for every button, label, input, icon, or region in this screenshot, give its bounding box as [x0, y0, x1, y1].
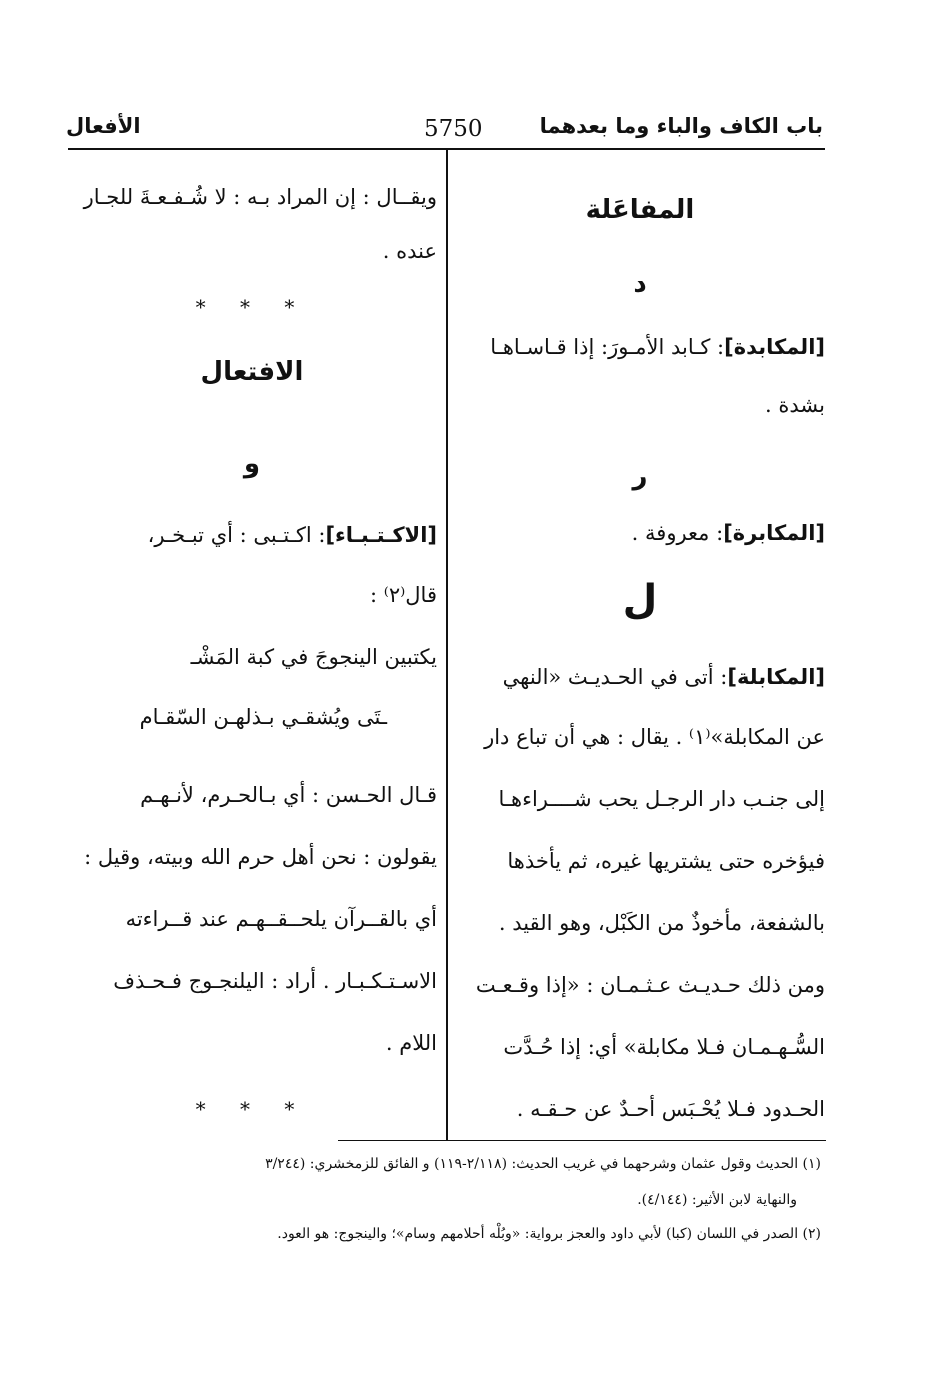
entry-line: بشدة . — [765, 393, 825, 417]
entry-line: قـال الحـسن : أي بـالحـرم، لأنـهـم — [140, 783, 437, 807]
verse-line: يكتبين الينجوجَ في كبة المَشْـ — [190, 645, 437, 669]
entry-line: ومن ذلك حـديـث عـثـمـان : «إذا وقـعـت — [475, 973, 825, 997]
entry-text: : كـابد الأمـورَ: إذا قـاسـاهـا — [490, 335, 725, 359]
entry-line: قال⁽٢⁾ : — [369, 583, 437, 607]
letter-heading: د — [633, 269, 647, 299]
column-divider — [446, 150, 448, 1140]
entry-line — [490, 335, 825, 359]
entry-line: بالشفعة، مأخوذٌ من الكَبْل، وهو القيد . — [498, 911, 825, 935]
entry-text: : معروفة . — [631, 521, 724, 545]
entry-line: عن المكابلة»⁽١⁾ . يقال : هي أن تباع دار — [484, 725, 825, 749]
entry-term: [المكابدة] — [724, 335, 825, 359]
entry-line — [503, 665, 825, 689]
entry-term: [المكابرة] — [723, 521, 825, 545]
entry-line: عنده . — [382, 239, 437, 263]
letter-heading: و — [243, 449, 261, 479]
section-separator: * * * — [195, 1097, 309, 1121]
entry-line: الاسـتـكـبـار . أراد : اليلنجـوج فـحـذف — [113, 969, 437, 993]
footnote-2: (٢) الصدر في اللسان (كبا) لأبي داود والعجز برواية: «وبُلْه أحلامهم وسام»؛ والينجوج: هو العود. — [277, 1226, 821, 1242]
entry-term: [المكابلة] — [727, 665, 825, 689]
entry-line — [632, 521, 825, 545]
verse-line: ـتَى ويُشقـي بـذلهـن السّقـام — [139, 705, 387, 729]
section-heading: الافتعال — [200, 357, 304, 387]
letter-heading: ر — [632, 461, 648, 491]
chapter-title: باب الكاف والباء وما بعدهما — [539, 114, 823, 138]
entry-text: : اكـتـبى : أي تبـخـر، — [147, 523, 326, 547]
letter-heading: ل — [622, 577, 658, 623]
entry-line: أي بالقــرآن يلحــقــهـم عند قــراءته — [125, 907, 437, 931]
section-heading: المفاعَلة — [585, 195, 695, 225]
entry-line — [148, 523, 437, 547]
entry-line: فيؤخره حتى يشتريها غيره، ثم يأخذها — [507, 849, 825, 873]
entry-line: إلى جنـب دار الرجـل يحب شــــراءهـا — [498, 787, 825, 811]
entry-line: ويقــال : إن المراد بـه : لا شُـفـعـةَ للجـار — [83, 185, 437, 209]
section-title: الأفعال — [66, 114, 141, 138]
entry-line: السُّـهـمـان فـلا مكابلة» أي: إذا حُـدَّت — [503, 1035, 825, 1059]
entry-line: يقولون : نحن أهل حرم الله وبيته، وقيل : — [84, 845, 437, 869]
footnote-1: (١) الحديث وقول عثمان وشرحهما في غريب الحديث: (٢/١١٨-١١٩) و الفائق للزمخشري: (٣/٢٤٤ — [265, 1156, 821, 1172]
footnote-rule — [338, 1140, 826, 1141]
entry-text: : أتى في الحـديـث «النهي — [502, 665, 728, 689]
entry-line: اللام . — [385, 1031, 437, 1055]
entry-term: [الاكـتـبـاء] — [325, 523, 437, 547]
page-number: 5750 — [424, 116, 483, 142]
section-separator: * * * — [195, 295, 309, 319]
entry-line: الحـدود فـلا يُحْـبَس أحـدٌ عن حـقـه . — [516, 1097, 825, 1121]
footnote-1-continued: والنهاية لابن الأثير: (٤/١٤٤). — [637, 1192, 797, 1208]
